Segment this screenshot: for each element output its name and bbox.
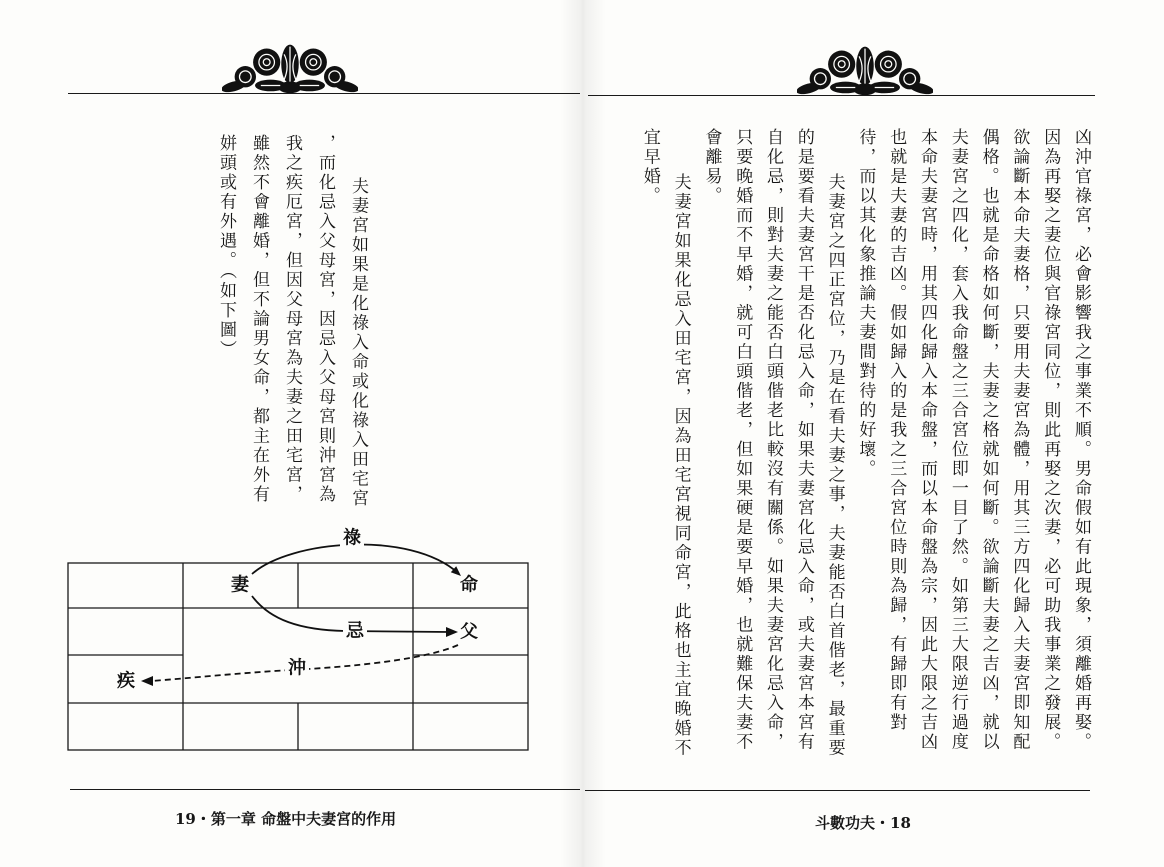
right-text-column-1: 凶沖官祿宮，必會影響我之事業不順。男命假如有此現象，須離婚再娶。 <box>1071 128 1091 752</box>
palace-grid <box>68 563 528 750</box>
left-text-column-1: 夫妻宮如果是化祿入命或化祿入田宅宮 <box>348 177 368 509</box>
left-text-column-4: 雖然不會離婚，但不論男女命，都主在外有 <box>249 134 269 505</box>
right-text-column-2: 因為再娶之妻位與官祿宮同位，則此再娶之次妻，必可助我事業之發展。 <box>1040 128 1061 752</box>
right-text-column-4: 偶格。也就是命格如何斷，夫妻之格就如何斷。欲論斷夫妻之吉凶，就以 <box>978 128 999 752</box>
palace-chart-diagram <box>60 515 540 765</box>
spouse-palace-label: 妻 <box>231 574 249 596</box>
life-palace-label: 命 <box>460 574 478 596</box>
right-page-body <box>633 128 1096 768</box>
ji-arrowhead-icon <box>446 627 458 637</box>
right-text-column-7: 也就是夫妻的吉凶。假如歸入的是我之三合宮位時則為歸，有歸即有對 <box>886 128 907 733</box>
right-text-column-13: 會離易。 <box>701 128 722 206</box>
right-text-column-15: 宜早婚。 <box>639 128 660 206</box>
ji-label: 忌 <box>346 620 364 642</box>
left-footer-rule <box>70 789 580 790</box>
left-text-column-3: 我之疾厄宮，但因父母宮為夫妻之田宅宮， <box>282 134 302 505</box>
right-text-column-8: 待，而以其化象推論夫妻間對待的好壞。 <box>855 128 876 479</box>
lu-arrow <box>252 544 458 574</box>
illness-palace-label: 疾 <box>117 670 135 692</box>
left-page-body <box>208 134 374 524</box>
left-text-column-5: 姘頭或有外遇。（如下圖） <box>216 134 236 360</box>
left-header-rule <box>68 93 580 94</box>
right-text-column-3: 欲論斷本命夫妻格，只要用夫妻宮為體，用其三方四化歸入夫妻宮即知配 <box>1009 128 1030 752</box>
parents-palace-label: 父 <box>460 621 478 643</box>
left-page-footer: 19・第一章 命盤中夫妻宮的作用 <box>175 810 397 828</box>
chong-arrowhead-icon <box>141 676 153 686</box>
right-text-column-10: 的是要看夫妻宮干是否化忌入命，如果夫妻宮化忌入命，或夫妻宮本宮有 <box>793 128 814 752</box>
flower-ornament-icon <box>797 42 933 97</box>
book-gutter <box>560 0 606 867</box>
chong-label: 沖 <box>288 657 306 679</box>
right-text-column-11: 自化忌，則對夫妻之能否白頭偕老比較沒有關係。如果夫妻宮化忌入命， <box>763 128 784 752</box>
right-footer-rule <box>585 790 1090 791</box>
right-text-column-12: 只要晚婚而不早婚，就可白頭偕老，但如果硬是要早婚，也就難保夫妻不 <box>732 128 753 752</box>
lu-label: 祿 <box>343 527 361 549</box>
left-text-column-2: ，而化忌入父母宮，因忌入父母宮則沖宮為 <box>315 134 335 505</box>
right-header-rule <box>588 95 1095 96</box>
right-page-footer: 斗數功夫・18 <box>815 814 911 832</box>
right-text-column-5: 夫妻宮之四化，套入我命盤之三合宮位即一目了然。如第三大限逆行過度 <box>947 128 968 752</box>
right-text-column-14: 夫妻宮如果化忌入田宅宮，因為田宅宮視同命宮，此格也主宜晚婚不 <box>670 173 691 758</box>
flower-ornament-icon <box>222 40 358 95</box>
right-text-column-6: 本命夫妻宮時，用其四化歸入本命盤，而以本命盤為宗，因此大限之吉凶 <box>917 128 938 752</box>
right-text-column-9: 夫妻宮之四正宮位，乃是在看夫妻之事，夫妻能否白首偕老，最重要 <box>824 173 845 758</box>
